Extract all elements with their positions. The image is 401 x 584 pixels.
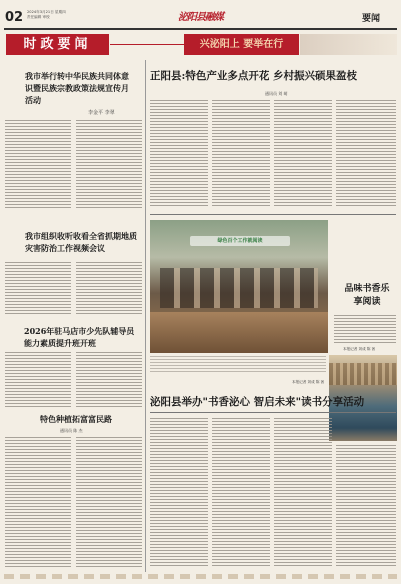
- bottom-article-title: 泌阳县举办"书香泌心 智启未来"读书分享活动: [150, 396, 365, 408]
- bottom-title-rule: [150, 412, 396, 413]
- bottom-body-col4: [336, 445, 396, 568]
- masthead-logo: 泌阳县融媒: [178, 12, 223, 23]
- article1-body-left: [5, 120, 71, 208]
- photo-banner-text: 绿色百个工作就阅读: [217, 238, 263, 244]
- date-line: [27, 10, 66, 19]
- photo-table: [150, 312, 328, 353]
- article4-title: 特色种植拓富富民路: [40, 414, 112, 424]
- article2-body-right: [76, 262, 142, 314]
- date-line-1: 2024年3月21日 星期四: [27, 10, 66, 14]
- side-body: [334, 315, 396, 345]
- bottom-body-col3: [274, 418, 332, 568]
- banner-left: [6, 34, 109, 55]
- article1-title: 我市举行转中华民族共同体意识暨民族宗教政策法规宣传月活动: [25, 71, 129, 105]
- article1-byline: 李金平 李翠: [88, 110, 115, 116]
- article4-body-right: [76, 437, 142, 567]
- reading-event-photo: [150, 220, 328, 353]
- lead-bottom-rule: [150, 214, 396, 215]
- lead-body-col4: [336, 100, 396, 208]
- side-title: 品味书香乐享阅读: [344, 284, 390, 307]
- banner-right-fill: [300, 34, 397, 55]
- side-credit: 本报记者 刘成 陈 茜: [343, 347, 376, 351]
- lead-body-col2: [212, 100, 270, 208]
- lead-article-byline: 通讯员 刘 萌: [265, 91, 288, 96]
- photo-readers: [160, 268, 318, 308]
- article3-body-left: [5, 352, 71, 407]
- section-name: 要闻: [362, 14, 381, 24]
- article2-title: 我市组织收听收看全省抓期地质灾害防治工作视频会议: [25, 231, 137, 253]
- article4-body-left: [5, 437, 71, 567]
- photo-caption: [150, 356, 326, 374]
- lead-body-col3: [274, 100, 332, 208]
- photo-banner-overlay: [190, 236, 290, 246]
- column-divider: [145, 60, 146, 572]
- lead-article-title: 正阳县:特色产业多点开花 乡村振兴硕果盈枝: [150, 70, 358, 82]
- bottom-body-col1: [150, 418, 208, 568]
- article4-byline: 通讯员 陈 杰: [60, 428, 83, 433]
- article1-body-right: [76, 120, 142, 208]
- article3-body-right: [76, 352, 142, 407]
- lead-body-col1: [150, 100, 208, 208]
- photo-caption-credit: 本报记者 刘成 陈 茜: [292, 380, 325, 384]
- article3-title: 2026年驻马店市少先队辅导员能力素质提升班开班: [24, 326, 135, 348]
- footer-decoration: [4, 574, 397, 579]
- banner-center: [184, 34, 299, 55]
- banner-center-label: 兴泌阳上 要举在行: [199, 39, 284, 50]
- banner-left-label: 时政要闻: [23, 37, 92, 52]
- page-number: 02: [5, 10, 24, 25]
- library-photo-shelves: [329, 363, 397, 385]
- date-line-2: 责任编辑 审校: [27, 14, 50, 19]
- article2-body-left: [5, 262, 71, 314]
- header-rule: [4, 28, 397, 30]
- bottom-body-col2: [212, 418, 270, 568]
- banner-rule: [110, 44, 184, 45]
